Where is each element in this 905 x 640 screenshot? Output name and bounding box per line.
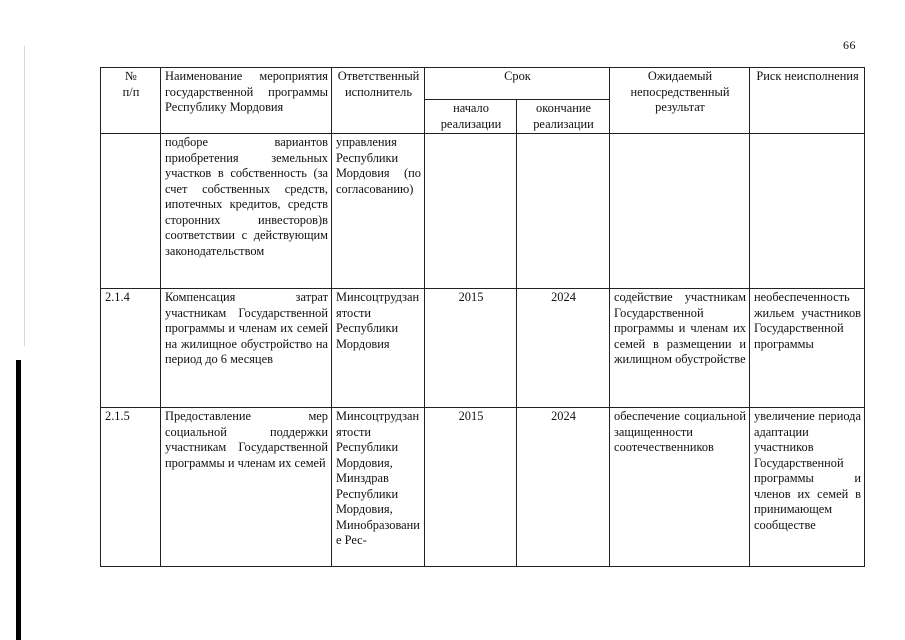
page-number: 66 (843, 38, 856, 52)
header-row-top (101, 68, 865, 100)
header-result: Ожидаемый непосредственный результат (610, 68, 750, 134)
row-result (610, 134, 750, 289)
row-risk: необеспеченность жильем участников Государственной программы (750, 289, 865, 408)
row-end: 2024 (517, 408, 610, 567)
row-executor: управления Республики Мордовия (по согласованию) (332, 134, 425, 289)
row-start (425, 134, 517, 289)
header-start: начало реализации (425, 100, 517, 134)
row-executor: Минсоцтрудзанятости Республики Мордовия, Минздрав Республики Мордовия, Минобразование Рес- (332, 408, 425, 567)
row-result: содействие участникам Государственной программы и членам их семей в размещении и жилищном обустройстве (610, 289, 750, 408)
scan-margin-line (24, 46, 25, 346)
row-name: Компенсация затрат участникам Государственной программы и членам их семей на жилищное обустройство на период до 6 месяцев (161, 289, 332, 408)
row-name: Предоставление мер социальной поддержки участникам Государственной программы и членам их семей (161, 408, 332, 567)
table-row (101, 408, 865, 567)
program-activities-table (100, 67, 865, 567)
row-num (101, 134, 161, 289)
header-num: № п/п (101, 68, 161, 134)
row-start: 2015 (425, 408, 517, 567)
row-executor: Минсоцтрудзанятости Республики Мордовия (332, 289, 425, 408)
row-end (517, 134, 610, 289)
header-risk: Риск неисполнения (750, 68, 865, 134)
table-row (101, 289, 865, 408)
row-risk: увеличение периода адаптации участников Государственной программы и членов их семей в принимающем сообществе (750, 408, 865, 567)
row-name: подборе вариантов приобретения земельных участков в собственность (за счет собственных средств, ипотечных кредитов, средств сторонних инвесторов)в соответствии с действующим законодательством (161, 134, 332, 289)
row-num: 2.1.4 (101, 289, 161, 408)
row-result: обеспечение социальной защищенности соотечественников (610, 408, 750, 567)
table-row (101, 134, 865, 289)
header-term: Срок (425, 68, 610, 100)
row-risk (750, 134, 865, 289)
header-name: Наименование мероприятия государственной программы Республику Мордовия (161, 68, 332, 134)
row-end: 2024 (517, 289, 610, 408)
scan-edge-bar (16, 360, 21, 640)
header-executor: Ответственный исполнитель (332, 68, 425, 134)
row-num: 2.1.5 (101, 408, 161, 567)
row-start: 2015 (425, 289, 517, 408)
header-end: окончание реализации (517, 100, 610, 134)
